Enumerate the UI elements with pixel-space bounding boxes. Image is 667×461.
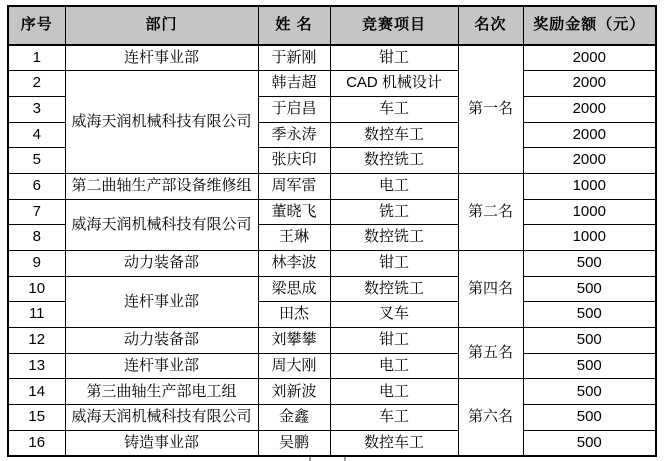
cell-department: 威海天润机械科技有限公司 bbox=[65, 199, 258, 250]
cell-rank: 第一名 bbox=[458, 45, 523, 173]
cell-amount: 1000 bbox=[523, 199, 656, 225]
cell-project: 电工 bbox=[330, 353, 458, 379]
cell-index: 2 bbox=[8, 71, 65, 97]
cell-name: 韩吉超 bbox=[258, 71, 330, 97]
cell-name: 金鑫 bbox=[258, 405, 330, 431]
cell-name: 吴鹏 bbox=[258, 430, 330, 456]
cell-department: 连杆事业部 bbox=[65, 353, 258, 379]
cell-department: 第二曲轴生产部设备维修组 bbox=[65, 173, 258, 199]
cell-index: 8 bbox=[8, 225, 65, 251]
table-row bbox=[8, 199, 656, 225]
cell-amount: 500 bbox=[523, 328, 656, 354]
cell-amount: 2000 bbox=[523, 45, 656, 71]
cell-amount: 500 bbox=[523, 405, 656, 431]
cell-amount: 500 bbox=[523, 430, 656, 456]
cell-index: 6 bbox=[8, 173, 65, 199]
cell-department: 威海天润机械科技有限公司 bbox=[65, 71, 258, 174]
screenshot-artifact-tick bbox=[309, 457, 311, 461]
cell-project: 数控铣工 bbox=[330, 225, 458, 251]
cell-rank: 第五名 bbox=[458, 328, 523, 379]
cell-name: 董晓飞 bbox=[258, 199, 330, 225]
cell-index: 12 bbox=[8, 328, 65, 354]
cell-department: 连杆事业部 bbox=[65, 276, 258, 327]
header-cell-department: 部门 bbox=[65, 6, 258, 45]
cell-project: 电工 bbox=[330, 379, 458, 405]
cell-amount: 500 bbox=[523, 379, 656, 405]
cell-project: 数控铣工 bbox=[330, 276, 458, 302]
cell-amount: 2000 bbox=[523, 71, 656, 97]
cell-project: 数控车工 bbox=[330, 430, 458, 456]
cell-index: 5 bbox=[8, 148, 65, 174]
table-row bbox=[8, 45, 656, 71]
cell-department: 动力装备部 bbox=[65, 251, 258, 277]
cell-amount: 500 bbox=[523, 251, 656, 277]
table-header bbox=[8, 6, 656, 45]
table-row bbox=[8, 328, 656, 354]
header-cell-name: 姓 名 bbox=[258, 6, 330, 45]
cell-amount: 500 bbox=[523, 276, 656, 302]
cell-project: 数控铣工 bbox=[330, 148, 458, 174]
cell-name: 周大刚 bbox=[258, 353, 330, 379]
cell-amount: 2000 bbox=[523, 148, 656, 174]
cell-index: 14 bbox=[8, 379, 65, 405]
cell-department: 第三曲轴生产部电工组 bbox=[65, 379, 258, 405]
cell-index: 16 bbox=[8, 430, 65, 456]
cell-project: 数控车工 bbox=[330, 122, 458, 148]
cell-index: 9 bbox=[8, 251, 65, 277]
table-row bbox=[8, 430, 656, 456]
cell-name: 梁思成 bbox=[258, 276, 330, 302]
cell-name: 王琳 bbox=[258, 225, 330, 251]
cell-amount: 2000 bbox=[523, 96, 656, 122]
cell-project: 电工 bbox=[330, 173, 458, 199]
cell-project: 钳工 bbox=[330, 45, 458, 71]
table-row bbox=[8, 379, 656, 405]
cell-name: 于启昌 bbox=[258, 96, 330, 122]
cell-project: 车工 bbox=[330, 405, 458, 431]
cell-amount: 2000 bbox=[523, 122, 656, 148]
table-row bbox=[8, 353, 656, 379]
table-body bbox=[8, 45, 656, 456]
table-row bbox=[8, 71, 656, 97]
cell-index: 13 bbox=[8, 353, 65, 379]
cell-rank: 第四名 bbox=[458, 251, 523, 328]
cell-project: CAD 机械设计 bbox=[330, 71, 458, 97]
cell-department: 铸造事业部 bbox=[65, 430, 258, 456]
table-row bbox=[8, 276, 656, 302]
cell-index: 3 bbox=[8, 96, 65, 122]
cell-rank: 第二名 bbox=[458, 173, 523, 250]
cell-name: 季永涛 bbox=[258, 122, 330, 148]
cell-project: 车工 bbox=[330, 96, 458, 122]
cell-index: 15 bbox=[8, 405, 65, 431]
screenshot-artifact-tick bbox=[344, 457, 346, 461]
cell-amount: 1000 bbox=[523, 225, 656, 251]
cell-index: 1 bbox=[8, 45, 65, 71]
cell-amount: 500 bbox=[523, 302, 656, 328]
cell-name: 刘攀攀 bbox=[258, 328, 330, 354]
header-cell-amount: 奖励金额（元） bbox=[523, 6, 656, 45]
cell-amount: 500 bbox=[523, 353, 656, 379]
cell-department: 威海天润机械科技有限公司 bbox=[65, 405, 258, 431]
header-cell-project: 竞赛项目 bbox=[330, 6, 458, 45]
cell-name: 于新刚 bbox=[258, 45, 330, 71]
header-cell-rank: 名次 bbox=[458, 6, 523, 45]
cell-project: 钳工 bbox=[330, 251, 458, 277]
cell-name: 周军雷 bbox=[258, 173, 330, 199]
cell-project: 钳工 bbox=[330, 328, 458, 354]
cell-department: 动力装备部 bbox=[65, 328, 258, 354]
cell-name: 张庆印 bbox=[258, 148, 330, 174]
cell-name: 林李波 bbox=[258, 251, 330, 277]
table-row bbox=[8, 173, 656, 199]
cell-name: 田杰 bbox=[258, 302, 330, 328]
table-row bbox=[8, 405, 656, 431]
cell-index: 11 bbox=[8, 302, 65, 328]
cell-index: 4 bbox=[8, 122, 65, 148]
award-table bbox=[7, 5, 657, 457]
cell-amount: 1000 bbox=[523, 173, 656, 199]
header-cell-index: 序号 bbox=[8, 6, 65, 45]
cell-name: 刘新波 bbox=[258, 379, 330, 405]
table-row bbox=[8, 251, 656, 277]
cell-rank: 第六名 bbox=[458, 379, 523, 456]
header-row bbox=[8, 6, 656, 45]
cell-department: 连杆事业部 bbox=[65, 45, 258, 71]
cell-project: 叉车 bbox=[330, 302, 458, 328]
cell-index: 10 bbox=[8, 276, 65, 302]
cell-project: 铣工 bbox=[330, 199, 458, 225]
cell-index: 7 bbox=[8, 199, 65, 225]
